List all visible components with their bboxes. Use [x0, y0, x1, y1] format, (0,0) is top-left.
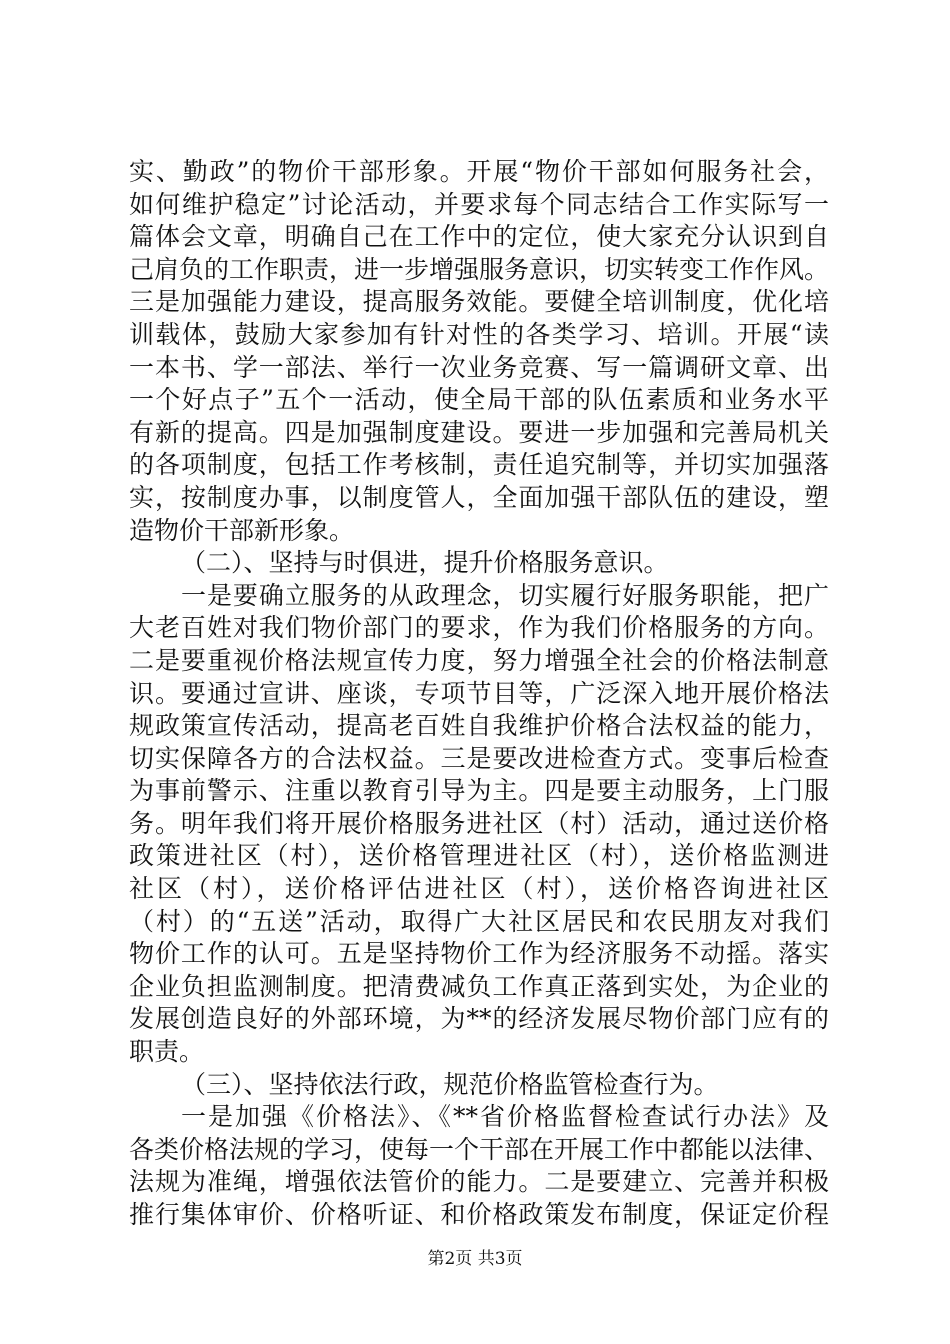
text-line: 识。要通过宣讲、座谈，专项节目等，广泛深入地开展价格法 — [129, 678, 829, 708]
text-line: （二）、坚持与时俱进，提升价格服务意识。 — [181, 548, 669, 578]
text-line: 篇体会文章，明确自己在工作中的定位，使大家充分认识到自 — [129, 222, 829, 252]
page-footer: 第2页 共3页 — [427, 1249, 523, 1269]
text-line: 二是要重视价格法规宣传力度，努力增强全社会的价格法制意 — [129, 645, 829, 675]
text-line: 三是加强能力建设，提高服务效能。要健全培训制度，优化培 — [129, 287, 829, 317]
text-line: 务。明年我们将开展价格服务进社区（村）活动，通过送价格 — [129, 808, 829, 838]
text-line: 如何维护稳定”讨论活动，并要求每个同志结合工作实际写一 — [129, 189, 829, 219]
text-line: 推行集体审价、价格听证、和价格政策发布制度，保证定价程 — [129, 1200, 829, 1229]
text-line: 社区（村），送价格评估进社区（村），送价格咨询进社区 — [129, 874, 829, 904]
document-body — [129, 156, 829, 1232]
text-line: 己肩负的工作职责，进一步增强服务意识，切实转变工作作风。 — [129, 254, 830, 284]
text-line: 造物价干部新形象。 — [129, 515, 355, 545]
text-line: （三）、坚持依法行政，规范价格监管检查行为。 — [181, 1069, 719, 1099]
text-line: 的各项制度，包括工作考核制，责任追究制等，并切实加强落 — [129, 450, 829, 480]
text-line: 实、勤政”的物价干部形象。开展“物价干部如何服务社会， — [129, 157, 829, 186]
text-line: 职责。 — [129, 1037, 205, 1067]
text-line: 一个好点子”五个一活动，使全局干部的队伍素质和业务水平 — [129, 385, 829, 415]
text-line: 一本书、学一部法、举行一次业务竞赛、写一篇调研文章、出 — [129, 352, 829, 382]
text-line: 实，按制度办事，以制度管人，全面加强干部队伍的建设，塑 — [129, 482, 829, 512]
text-line: 大老百姓对我们物价部门的要求，作为我们价格服务的方向。 — [129, 613, 829, 643]
text-line: 企业负担监测制度。把清费减负工作真正落到实处，为企业的 — [129, 971, 829, 1001]
text-line: 政策进社区（村），送价格管理进社区（村），送价格监测进 — [129, 841, 829, 871]
text-line: 一是要确立服务的从政理念，切实履行好服务职能，把广 — [181, 580, 829, 610]
text-line: 训载体，鼓励大家参加有针对性的各类学习、培训。开展“读 — [129, 319, 829, 349]
text-line: （村）的“五送”活动，取得广大社区居民和农民朋友对我们 — [129, 906, 829, 936]
text-line: 切实保障各方的合法权益。三是要改进检查方式。变事后检查 — [129, 743, 829, 773]
text-line: 为事前警示、注重以教育引导为主。四是要主动服务，上门服 — [129, 776, 829, 806]
text-line: 有新的提高。四是加强制度建设。要进一步加强和完善局机关 — [129, 417, 829, 447]
text-line: 一是加强《价格法》、《**省价格监督检查试行办法》及 — [181, 1102, 829, 1132]
text-line: 发展创造良好的外部环境，为**的经济发展尽物价部门应有的 — [129, 1004, 829, 1034]
text-line: 规政策宣传活动，提高老百姓自我维护价格合法权益的能力， — [129, 711, 829, 741]
text-line: 各类价格法规的学习，使每一个干部在开展工作中都能以法律、 — [129, 1134, 830, 1164]
text-line: 物价工作的认可。五是坚持物价工作为经济服务不动摇。落实 — [129, 939, 829, 969]
text-line: 法规为准绳，增强依法管价的能力。二是要建立、完善并积极 — [129, 1167, 829, 1197]
